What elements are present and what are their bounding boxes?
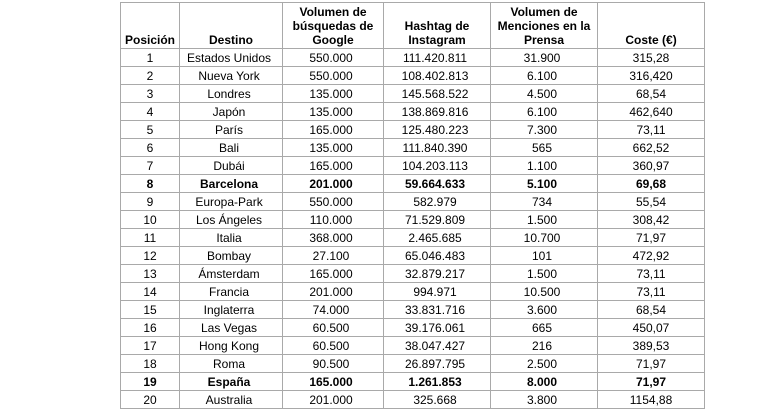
cell-google-searches: 201.000: [283, 391, 384, 409]
cell-position: 1: [121, 49, 180, 67]
cell-press-mentions: 1.500: [491, 211, 598, 229]
cell-instagram-hashtag: 59.664.633: [384, 175, 491, 193]
cell-cost: 73,11: [598, 121, 705, 139]
cell-press-mentions: 7.300: [491, 121, 598, 139]
cell-cost: 1154,88: [598, 391, 705, 409]
table-row: [121, 247, 705, 265]
cell-position: 19: [121, 373, 180, 391]
cell-google-searches: 110.000: [283, 211, 384, 229]
cell-instagram-hashtag: 65.046.483: [384, 247, 491, 265]
header-press-mentions: Volumen de Menciones en la Prensa: [491, 3, 598, 49]
cell-instagram-hashtag: 39.176.061: [384, 319, 491, 337]
cell-instagram-hashtag: 1.261.853: [384, 373, 491, 391]
cell-press-mentions: 3.600: [491, 301, 598, 319]
table-row: [121, 211, 705, 229]
table-row: [121, 157, 705, 175]
header-row: [121, 3, 705, 49]
cell-google-searches: 550.000: [283, 67, 384, 85]
table-body: [121, 49, 705, 409]
table-row: [121, 67, 705, 85]
table-row: [121, 355, 705, 373]
cell-instagram-hashtag: 71.529.809: [384, 211, 491, 229]
cell-cost: 68,54: [598, 85, 705, 103]
cell-instagram-hashtag: 145.568.522: [384, 85, 491, 103]
ranking-table-container: [120, 2, 705, 409]
table-row: [121, 175, 705, 193]
cell-instagram-hashtag: 125.480.223: [384, 121, 491, 139]
cell-position: 9: [121, 193, 180, 211]
table-row: [121, 283, 705, 301]
cell-instagram-hashtag: 108.402.813: [384, 67, 491, 85]
cell-destination: Australia: [180, 391, 283, 409]
cell-cost: 71,97: [598, 229, 705, 247]
cell-destination: Bombay: [180, 247, 283, 265]
cell-destination: Las Vegas: [180, 319, 283, 337]
cell-press-mentions: 5.100: [491, 175, 598, 193]
table-row: [121, 391, 705, 409]
cell-instagram-hashtag: 994.971: [384, 283, 491, 301]
cell-google-searches: 550.000: [283, 49, 384, 67]
cell-press-mentions: 31.900: [491, 49, 598, 67]
ranking-table: [120, 2, 705, 409]
cell-google-searches: 60.500: [283, 319, 384, 337]
cell-press-mentions: 6.100: [491, 67, 598, 85]
cell-press-mentions: 101: [491, 247, 598, 265]
cell-google-searches: 135.000: [283, 85, 384, 103]
cell-position: 8: [121, 175, 180, 193]
cell-google-searches: 165.000: [283, 157, 384, 175]
cell-destination: España: [180, 373, 283, 391]
cell-position: 17: [121, 337, 180, 355]
header-destination: Destino: [180, 3, 283, 49]
cell-destination: Estados Unidos: [180, 49, 283, 67]
cell-press-mentions: 10.500: [491, 283, 598, 301]
cell-position: 6: [121, 139, 180, 157]
cell-position: 10: [121, 211, 180, 229]
cell-cost: 450,07: [598, 319, 705, 337]
cell-press-mentions: 734: [491, 193, 598, 211]
cell-destination: Inglaterra: [180, 301, 283, 319]
cell-google-searches: 165.000: [283, 265, 384, 283]
cell-cost: 316,420: [598, 67, 705, 85]
cell-press-mentions: 1.500: [491, 265, 598, 283]
cell-cost: 71,97: [598, 373, 705, 391]
cell-cost: 662,52: [598, 139, 705, 157]
header-position: Posición: [121, 3, 180, 49]
cell-cost: 55,54: [598, 193, 705, 211]
cell-position: 5: [121, 121, 180, 139]
cell-press-mentions: 216: [491, 337, 598, 355]
cell-position: 2: [121, 67, 180, 85]
cell-google-searches: 165.000: [283, 121, 384, 139]
cell-destination: Italia: [180, 229, 283, 247]
cell-destination: Bali: [180, 139, 283, 157]
cell-google-searches: 201.000: [283, 283, 384, 301]
cell-destination: Londres: [180, 85, 283, 103]
cell-cost: 69,68: [598, 175, 705, 193]
cell-press-mentions: 2.500: [491, 355, 598, 373]
cell-instagram-hashtag: 2.465.685: [384, 229, 491, 247]
cell-position: 11: [121, 229, 180, 247]
cell-instagram-hashtag: 582.979: [384, 193, 491, 211]
cell-cost: 315,28: [598, 49, 705, 67]
cell-google-searches: 74.000: [283, 301, 384, 319]
cell-destination: Barcelona: [180, 175, 283, 193]
cell-cost: 472,92: [598, 247, 705, 265]
cell-position: 7: [121, 157, 180, 175]
cell-destination: Dubái: [180, 157, 283, 175]
table-row: [121, 49, 705, 67]
cell-destination: París: [180, 121, 283, 139]
cell-position: 16: [121, 319, 180, 337]
cell-google-searches: 27.100: [283, 247, 384, 265]
table-row: [121, 103, 705, 121]
cell-destination: Los Ángeles: [180, 211, 283, 229]
cell-instagram-hashtag: 111.840.390: [384, 139, 491, 157]
table-row: [121, 85, 705, 103]
cell-destination: Hong Kong: [180, 337, 283, 355]
cell-destination: Nueva York: [180, 67, 283, 85]
cell-instagram-hashtag: 38.047.427: [384, 337, 491, 355]
cell-destination: Ámsterdam: [180, 265, 283, 283]
cell-press-mentions: 565: [491, 139, 598, 157]
table-row: [121, 301, 705, 319]
cell-instagram-hashtag: 32.879.217: [384, 265, 491, 283]
cell-cost: 360,97: [598, 157, 705, 175]
cell-google-searches: 90.500: [283, 355, 384, 373]
cell-press-mentions: 6.100: [491, 103, 598, 121]
cell-google-searches: 60.500: [283, 337, 384, 355]
cell-press-mentions: 1.100: [491, 157, 598, 175]
cell-press-mentions: 3.800: [491, 391, 598, 409]
cell-instagram-hashtag: 26.897.795: [384, 355, 491, 373]
cell-google-searches: 201.000: [283, 175, 384, 193]
table-row: [121, 193, 705, 211]
table-row: [121, 337, 705, 355]
cell-destination: Japón: [180, 103, 283, 121]
cell-cost: 308,42: [598, 211, 705, 229]
cell-position: 14: [121, 283, 180, 301]
cell-instagram-hashtag: 111.420.811: [384, 49, 491, 67]
cell-google-searches: 135.000: [283, 103, 384, 121]
header-cost: Coste (€): [598, 3, 705, 49]
cell-press-mentions: 4.500: [491, 85, 598, 103]
cell-cost: 73,11: [598, 265, 705, 283]
cell-cost: 389,53: [598, 337, 705, 355]
cell-instagram-hashtag: 325.668: [384, 391, 491, 409]
cell-destination: Francia: [180, 283, 283, 301]
table-row: [121, 373, 705, 391]
cell-position: 4: [121, 103, 180, 121]
cell-google-searches: 165.000: [283, 373, 384, 391]
cell-press-mentions: 665: [491, 319, 598, 337]
cell-position: 13: [121, 265, 180, 283]
cell-destination: Roma: [180, 355, 283, 373]
header-google-searches: Volumen de búsquedas de Google: [283, 3, 384, 49]
cell-instagram-hashtag: 104.203.113: [384, 157, 491, 175]
table-row: [121, 319, 705, 337]
cell-cost: 462,640: [598, 103, 705, 121]
table-row: [121, 139, 705, 157]
cell-position: 3: [121, 85, 180, 103]
table-row: [121, 121, 705, 139]
cell-cost: 73,11: [598, 283, 705, 301]
cell-position: 20: [121, 391, 180, 409]
cell-destination: Europa-Park: [180, 193, 283, 211]
table-row: [121, 229, 705, 247]
cell-cost: 71,97: [598, 355, 705, 373]
cell-google-searches: 550.000: [283, 193, 384, 211]
table-row: [121, 265, 705, 283]
header-instagram-hashtag: Hashtag de Instagram: [384, 3, 491, 49]
cell-google-searches: 135.000: [283, 139, 384, 157]
cell-google-searches: 368.000: [283, 229, 384, 247]
cell-position: 12: [121, 247, 180, 265]
cell-instagram-hashtag: 33.831.716: [384, 301, 491, 319]
cell-press-mentions: 8.000: [491, 373, 598, 391]
cell-press-mentions: 10.700: [491, 229, 598, 247]
cell-instagram-hashtag: 138.869.816: [384, 103, 491, 121]
cell-position: 15: [121, 301, 180, 319]
cell-cost: 68,54: [598, 301, 705, 319]
cell-position: 18: [121, 355, 180, 373]
